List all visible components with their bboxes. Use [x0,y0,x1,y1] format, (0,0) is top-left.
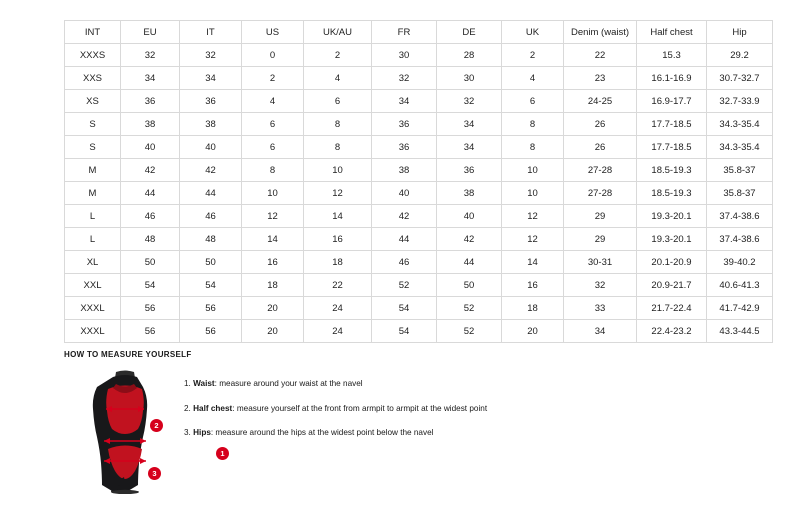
cell: 37.4-38.6 [707,228,773,251]
cell: XXXL [65,320,121,343]
measure-badge-1: 1 [216,447,229,460]
table-header-row [65,21,773,44]
size-chart-container [64,20,760,343]
cell: 38 [180,113,242,136]
cell: 52 [437,320,502,343]
measure-badge-2: 2 [150,419,163,432]
cell: 34 [437,136,502,159]
cell: XL [65,251,121,274]
cell: 36 [180,90,242,113]
cell: 39-40.2 [707,251,773,274]
cell: 8 [242,159,304,182]
cell: 29.2 [707,44,773,67]
measure-badge-3: 3 [148,467,161,480]
cell: 34 [564,320,637,343]
cell: 16.1-16.9 [637,67,707,90]
cell: 50 [121,251,180,274]
cell: 30.7-32.7 [707,67,773,90]
cell: 6 [242,113,304,136]
how-to-measure-section [64,350,734,494]
column-header: UK [502,21,564,44]
cell: 4 [304,67,372,90]
cell: 32 [437,90,502,113]
table-row [65,90,773,113]
cell: 22.4-23.2 [637,320,707,343]
cell: 30-31 [564,251,637,274]
measure-note-text: : measure yourself at the front from armpit to armpit at the widest point [232,403,488,413]
cell: 38 [437,182,502,205]
cell: 30 [437,67,502,90]
cell: 36 [437,159,502,182]
cell: 36 [121,90,180,113]
cell: 2 [242,67,304,90]
cell: XS [65,90,121,113]
cell: 32.7-33.9 [707,90,773,113]
measure-note-text: : measure around your waist at the navel [214,379,363,388]
section-title: HOW TO MEASURE YOURSELF [64,350,192,359]
cell: 36 [372,136,437,159]
cell: 32 [180,44,242,67]
cell: 24 [304,297,372,320]
cell: 44 [372,228,437,251]
cell: 18 [502,297,564,320]
measure-note-text: : measure around the hips at the widest point below the navel [210,428,434,438]
cell: 26 [564,136,637,159]
cell: 35.8-37 [707,182,773,205]
cell: S [65,113,121,136]
column-header: Hip [707,21,773,44]
cell: 44 [180,182,242,205]
cell: 54 [372,320,437,343]
cell: XXS [65,67,121,90]
cell: 6 [502,90,564,113]
cell: 4 [502,67,564,90]
cell: 20.1-20.9 [637,251,707,274]
cell: 34 [180,67,242,90]
cell: 34 [437,113,502,136]
table-row [65,44,773,67]
cell: 22 [564,44,637,67]
cell: 29 [564,228,637,251]
cell: 18 [304,251,372,274]
column-header: UK/AU [304,21,372,44]
cell: 46 [180,205,242,228]
table-row [65,251,773,274]
column-header: INT [65,21,121,44]
cell: 48 [121,228,180,251]
cell: 24 [304,320,372,343]
cell: L [65,228,121,251]
measure-note-waist [184,379,734,390]
cell: 52 [372,274,437,297]
column-header: Denim (waist) [564,21,637,44]
cell: 42 [437,228,502,251]
cell: XXXL [65,297,121,320]
table-row [65,205,773,228]
cell: 35.8-37 [707,159,773,182]
cell: 23 [564,67,637,90]
measure-note-term: Half chest [193,403,233,413]
cell: 40 [372,182,437,205]
cell: 16.9-17.7 [637,90,707,113]
cell: 10 [502,182,564,205]
cell: 41.7-42.9 [707,297,773,320]
measure-notes [184,369,734,453]
measure-note-hips [184,428,734,439]
cell: 50 [180,251,242,274]
table-row [65,67,773,90]
cell: 18.5-19.3 [637,182,707,205]
cell: 15.3 [637,44,707,67]
cell: 42 [121,159,180,182]
cell: 19.3-20.1 [637,205,707,228]
cell: 56 [121,320,180,343]
measure-body [64,369,734,494]
column-header: IT [180,21,242,44]
cell: 32 [121,44,180,67]
cell: 14 [304,205,372,228]
cell: 29 [564,205,637,228]
cell: 38 [372,159,437,182]
cell: 44 [437,251,502,274]
cell: 27-28 [564,182,637,205]
cell: 12 [502,228,564,251]
cell: 26 [564,113,637,136]
size-chart-table [64,20,773,343]
cell: 46 [372,251,437,274]
cell: 8 [304,136,372,159]
cell: 40 [121,136,180,159]
cell: 42 [180,159,242,182]
cell: 6 [242,136,304,159]
cell: 30 [372,44,437,67]
cell: 52 [437,297,502,320]
cell: 54 [121,274,180,297]
cell: 16 [502,274,564,297]
cell: 43.3-44.5 [707,320,773,343]
cell: 2 [304,44,372,67]
column-header: US [242,21,304,44]
cell: 18 [242,274,304,297]
cell: 54 [372,297,437,320]
table-row [65,320,773,343]
cell: 21.7-22.4 [637,297,707,320]
cell: 20 [242,320,304,343]
cell: 16 [304,228,372,251]
measure-note-term: Waist [193,379,215,388]
cell: 20 [242,297,304,320]
cell: 0 [242,44,304,67]
cell: 44 [121,182,180,205]
measure-note-term: Hips [193,428,211,438]
cell: M [65,182,121,205]
cell: 12 [502,205,564,228]
cell: 27-28 [564,159,637,182]
cell: L [65,205,121,228]
cell: 40 [180,136,242,159]
cell: 12 [304,182,372,205]
cell: 8 [502,136,564,159]
cell: 6 [304,90,372,113]
cell: 46 [121,205,180,228]
cell: 42 [372,205,437,228]
column-header: DE [437,21,502,44]
cell: 20.9-21.7 [637,274,707,297]
cell: 28 [437,44,502,67]
table-row [65,136,773,159]
cell: 38 [121,113,180,136]
measure-note-index: 2. [184,403,191,413]
column-header: Half chest [637,21,707,44]
cell: 8 [304,113,372,136]
cell: 4 [242,90,304,113]
cell: 19.3-20.1 [637,228,707,251]
cell: 36 [372,113,437,136]
cell: 54 [180,274,242,297]
cell: 56 [180,320,242,343]
cell: 34 [121,67,180,90]
cell: 20 [502,320,564,343]
cell: XXL [65,274,121,297]
table-row [65,159,773,182]
column-header: EU [121,21,180,44]
cell: 16 [242,251,304,274]
cell: 32 [564,274,637,297]
cell: 22 [304,274,372,297]
cell: 17.7-18.5 [637,113,707,136]
table-row [65,228,773,251]
cell: 10 [242,182,304,205]
cell: 33 [564,297,637,320]
cell: 17.7-18.5 [637,136,707,159]
cell: 37.4-38.6 [707,205,773,228]
cell: 48 [180,228,242,251]
cell: 34 [372,90,437,113]
cell: 12 [242,205,304,228]
table-row [65,274,773,297]
table-row [65,182,773,205]
cell: 34.3-35.4 [707,113,773,136]
cell: 40 [437,205,502,228]
table-row [65,113,773,136]
cell: 10 [502,159,564,182]
measure-note-index: 3. [184,428,191,438]
cell: 2 [502,44,564,67]
cell: 24-25 [564,90,637,113]
measure-note-half-chest [184,404,734,415]
cell: XXXS [65,44,121,67]
cell: 8 [502,113,564,136]
column-header: FR [372,21,437,44]
table-row [65,297,773,320]
cell: 56 [180,297,242,320]
cell: 10 [304,159,372,182]
measure-note-index: 1. [184,379,191,388]
cell: 32 [372,67,437,90]
cell: S [65,136,121,159]
cell: 50 [437,274,502,297]
cell: 14 [242,228,304,251]
cell: 34.3-35.4 [707,136,773,159]
cell: 40.6-41.3 [707,274,773,297]
cell: 14 [502,251,564,274]
cell: 56 [121,297,180,320]
cell: M [65,159,121,182]
cell: 18.5-19.3 [637,159,707,182]
